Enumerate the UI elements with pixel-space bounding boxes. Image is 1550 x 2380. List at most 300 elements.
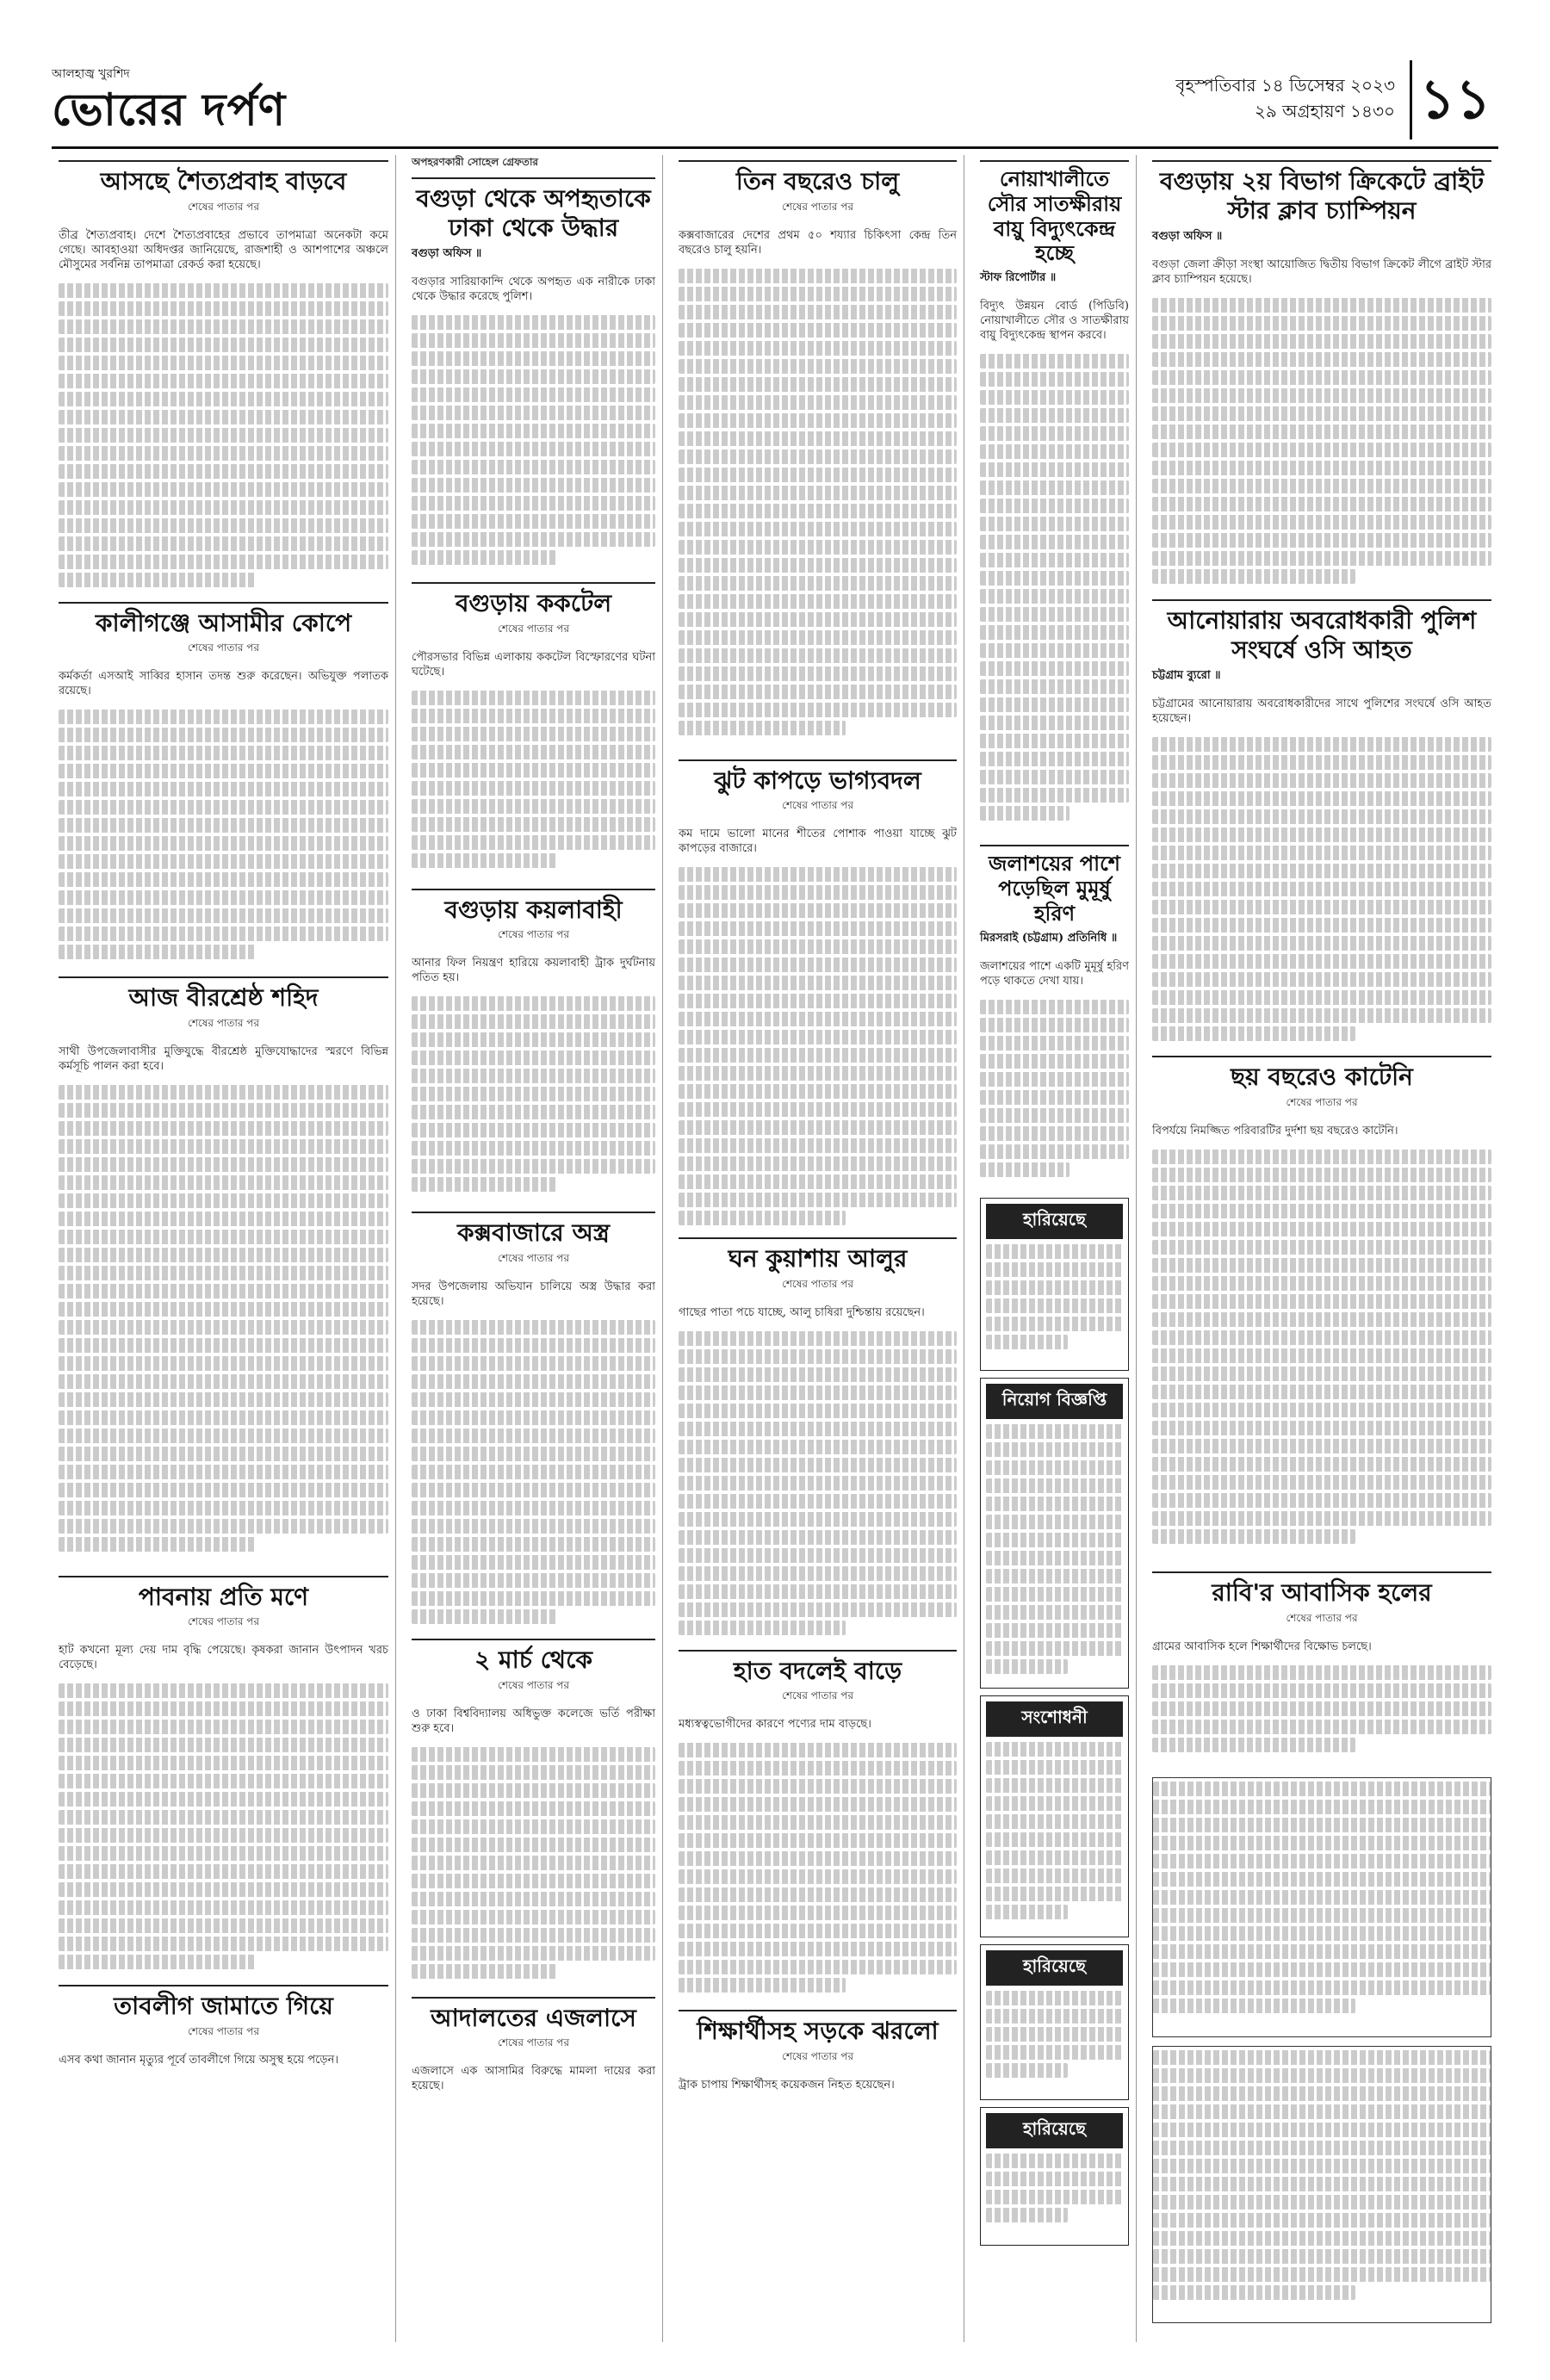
text-line — [679, 1367, 957, 1382]
text-line — [679, 1138, 957, 1153]
text-line — [59, 1103, 388, 1118]
text-line — [59, 890, 388, 905]
text-line — [412, 1501, 655, 1515]
text-line — [980, 390, 1129, 405]
article-price-hike — [679, 1650, 957, 2002]
article-body: বিদ্যুৎ উন্নয়ন বোর্ড (পিডিবি) নোয়াখালীতে সৌর ও সাতক্ষীরায় বায়ু বিদ্যুৎকেন্দ্র স্থাপন করবে। — [980, 300, 1129, 343]
classified-lost-1 — [980, 1198, 1129, 1371]
text-line — [412, 1765, 655, 1780]
text-line — [1152, 461, 1491, 475]
text-line — [59, 1792, 388, 1807]
article-fog-potato — [679, 1237, 957, 1641]
text-line — [412, 315, 655, 330]
text-line — [59, 818, 388, 833]
text-line — [1152, 1008, 1491, 1023]
text-line — [59, 1918, 388, 1933]
continued-label: শেষের পাতার পর — [187, 1016, 260, 1029]
text-line — [412, 1483, 655, 1497]
text-line — [1152, 1493, 1491, 1508]
column-3 — [672, 155, 964, 2342]
article-road-accident — [679, 2010, 957, 2092]
text-line — [59, 1828, 388, 1843]
text-line — [1152, 352, 1491, 367]
article-cold-wave — [59, 160, 388, 593]
byline: স্টাফ রিপোর্টার ॥ — [980, 271, 1057, 285]
text-line — [412, 496, 655, 511]
text-line — [980, 354, 1129, 369]
text-line — [412, 1069, 655, 1083]
article-body: বগুড়া জেলা ক্রীড়া সংস্থা আয়োজিত দ্বিতীয় বিভাগ ক্রিকেট লীগে ব্রাইট স্টার ক্লাব চ্যাম্পিয়ন হয়েছে। — [1152, 258, 1491, 287]
text-line — [412, 781, 655, 796]
text-line — [1152, 773, 1491, 788]
kicker: অপহরণকারী সোহেল গ্রেফতার — [412, 156, 539, 168]
text-line — [1152, 900, 1491, 914]
continued-label: শেষের পাতার পর — [781, 1277, 854, 1290]
text-line — [980, 462, 1129, 477]
text-line — [1152, 1150, 1491, 1164]
text-line — [1152, 990, 1491, 1005]
article-jhut-cloth — [679, 759, 957, 1230]
classified-recruitment — [980, 1378, 1129, 1689]
text-line — [679, 540, 957, 555]
text-line — [412, 1392, 655, 1407]
text-line — [679, 1548, 957, 1563]
article-body: কর্মকর্তা এসআই সাব্বির হাসান তদন্ত শুরু করেছেন। অভিযুক্ত পলাতক রয়েছে। — [59, 670, 388, 698]
text-line — [59, 1738, 388, 1752]
text-line — [59, 392, 388, 406]
text-line — [679, 1602, 957, 1617]
text-line — [1153, 1854, 1491, 1869]
date-gregorian: বৃহস্পতিবার ১৪ ডিসেম্বর ২০২৩ — [1175, 75, 1395, 96]
text-line — [980, 1018, 1129, 1032]
text-line — [980, 444, 1129, 459]
article-coal-truck — [412, 889, 655, 1204]
text-line — [986, 1905, 1068, 1919]
text-line — [412, 1374, 655, 1389]
text-line — [412, 460, 655, 474]
text-line — [59, 1937, 388, 1951]
headline: পাবনায় প্রতি মণে — [59, 1576, 388, 1612]
text-line — [59, 1139, 388, 1154]
text-line — [986, 1760, 1123, 1775]
column-2 — [405, 155, 663, 2342]
text-line — [59, 518, 388, 533]
text-block — [986, 1742, 1123, 1931]
headline: বগুড়া থেকে অপহৃতাকে ঢাকা থেকে উদ্ধার — [412, 177, 655, 242]
text-line — [1152, 515, 1491, 530]
text-line — [1152, 1529, 1355, 1544]
text-line — [986, 1551, 1123, 1565]
continued-label: শেষের পাতার পর — [781, 2049, 854, 2062]
text-line — [679, 1761, 957, 1776]
text-line — [679, 1566, 957, 1581]
text-line — [1152, 846, 1491, 860]
continued-label: শেষের পাতার পর — [497, 928, 570, 941]
text-line — [1152, 1294, 1491, 1309]
text-line — [412, 1141, 655, 1156]
headline: বগুড়ায় কয়লাবাহী — [412, 889, 655, 925]
text-line — [412, 442, 655, 456]
text-line — [412, 1356, 655, 1371]
text-line — [59, 1157, 388, 1172]
text-line — [679, 395, 957, 410]
text-line — [679, 341, 957, 356]
text-line — [679, 939, 957, 954]
headline: কালীগঞ্জে আসামীর কোপে — [59, 602, 388, 638]
text-line — [1152, 1511, 1491, 1526]
text-line — [59, 1900, 388, 1915]
text-line — [59, 1774, 388, 1788]
text-line — [1152, 443, 1491, 457]
text-line — [986, 1460, 1123, 1475]
headline: তিন বছরেও চালু — [679, 160, 957, 196]
text-line — [980, 734, 1129, 748]
text-block — [412, 315, 655, 573]
text-block — [1152, 737, 1491, 1047]
text-line — [1152, 569, 1355, 584]
column-4 — [973, 155, 1137, 2342]
text-line — [986, 1742, 1123, 1757]
text-line — [412, 853, 558, 868]
text-line — [1153, 1818, 1491, 1832]
text-line — [1152, 1367, 1491, 1381]
text-line — [980, 589, 1129, 604]
article-deer — [980, 845, 1129, 1188]
text-line — [1152, 1665, 1491, 1680]
text-line — [679, 1906, 957, 1920]
article-body: আনার ফিল নিয়ন্ত্রণ হারিয়ে কয়লাবাহী ট্রাক দুর্ঘটনায় পতিত হয়। — [412, 957, 655, 985]
text-line — [1152, 737, 1491, 752]
text-line — [412, 1964, 558, 1979]
text-line — [679, 468, 957, 482]
text-line — [412, 745, 655, 759]
text-line — [59, 1175, 388, 1190]
text-line — [412, 1874, 655, 1888]
text-line — [980, 372, 1129, 387]
text-line — [59, 428, 388, 443]
text-line — [412, 1591, 655, 1606]
text-line — [986, 1832, 1123, 1847]
text-line — [59, 319, 388, 334]
text-line — [679, 1621, 846, 1635]
text-line — [1153, 1782, 1491, 1796]
text-line — [986, 1533, 1123, 1547]
text-line — [679, 558, 957, 573]
date-bangla: ২৯ অগ্রহায়ণ ১৪৩০ — [1254, 101, 1395, 121]
text-line — [412, 1892, 655, 1906]
text-line — [980, 770, 1129, 784]
text-line — [986, 1442, 1123, 1457]
text-line — [679, 323, 957, 338]
tender-notice-2 — [1152, 2046, 1491, 2323]
text-line — [59, 555, 388, 569]
classified-title: হারিয়েছে — [986, 1204, 1123, 1239]
headline: আজ বীরশ্রেষ্ঠ শহিদ — [59, 976, 388, 1013]
text-line — [59, 927, 388, 941]
article-anowara — [1152, 599, 1491, 1047]
article-coxs-bazar — [412, 1212, 655, 1630]
text-line — [1152, 479, 1491, 493]
text-line — [59, 1756, 388, 1770]
text-line — [1152, 1240, 1491, 1255]
text-line — [1153, 1872, 1491, 1887]
text-line — [412, 1177, 558, 1192]
text-line — [59, 1501, 388, 1515]
text-line — [59, 410, 388, 425]
headline: ঘন কুয়াশায় আলুর — [679, 1237, 957, 1274]
text-line — [980, 1036, 1129, 1051]
text-line — [986, 2154, 1123, 2168]
text-line — [59, 1864, 388, 1879]
text-line — [980, 806, 1070, 821]
text-line — [59, 854, 388, 869]
headline: আনোয়ারায় অবরোধকারী পুলিশ সংঘর্ষে ওসি আহত — [1152, 599, 1491, 664]
headline: তাবলীগ জামাতে গিয়ে — [59, 1985, 388, 2021]
continued-label: শেষের পাতার পর — [781, 200, 854, 213]
text-line — [59, 1284, 388, 1298]
byline: চট্টগ্রাম ব্যুরো ॥ — [1152, 669, 1221, 683]
text-line — [1153, 1908, 1491, 1923]
text-line — [679, 903, 957, 918]
text-line — [1152, 370, 1491, 385]
text-line — [986, 1262, 1123, 1277]
text-line — [1153, 2123, 1491, 2137]
text-block — [1152, 1150, 1491, 1563]
text-line — [679, 976, 957, 990]
text-line — [1152, 1330, 1491, 1345]
text-line — [986, 1623, 1123, 1638]
text-line — [59, 1519, 388, 1534]
text-line — [1152, 298, 1491, 313]
text-line — [1152, 497, 1491, 511]
text-line — [980, 408, 1129, 423]
article-tablig — [59, 1985, 388, 2067]
text-line — [59, 1212, 388, 1226]
headline: শিক্ষার্থীসহ সড়কে ঝরলো — [679, 2010, 957, 2046]
text-line — [679, 1494, 957, 1509]
text-line — [59, 945, 257, 959]
text-line — [679, 1924, 957, 1938]
continued-label: শেষের পাতার পর — [1286, 1095, 1358, 1108]
text-line — [679, 885, 957, 900]
text-line — [679, 1978, 846, 1993]
text-line — [412, 406, 655, 420]
text-line — [412, 709, 655, 723]
text-line — [1152, 1276, 1491, 1291]
text-line — [679, 1404, 957, 1418]
headline: নোয়াখালীতে সৌর সাতক্ষীরায় বায়ু বিদ্যুৎকেন্দ্র হচ্ছে — [980, 160, 1129, 266]
text-line — [679, 431, 957, 446]
logo-tagline: আলহাজ্ব খুরশিদ — [52, 67, 130, 81]
text-line — [59, 536, 388, 551]
text-line — [59, 1193, 388, 1208]
text-line — [679, 1584, 957, 1599]
text-line — [980, 679, 1129, 694]
text-line — [1152, 1385, 1491, 1399]
column-1 — [52, 155, 396, 2342]
text-block — [986, 1991, 1123, 2094]
text-line — [412, 387, 655, 402]
text-line — [980, 752, 1129, 766]
article-birshreshtha — [59, 976, 388, 1567]
text-line — [679, 269, 957, 283]
text-line — [412, 1465, 655, 1479]
continued-label: শেষের পাতার পর — [781, 799, 854, 812]
text-line — [1153, 2249, 1491, 2264]
text-block — [1152, 1665, 1491, 1769]
text-block — [59, 283, 388, 593]
text-line — [412, 1159, 655, 1174]
text-line — [59, 374, 388, 388]
text-line — [1152, 1312, 1491, 1327]
headline: ছয় বছরেও কাটেনি — [1152, 1056, 1491, 1092]
text-line — [679, 703, 957, 717]
text-line — [412, 1946, 655, 1961]
text-line — [986, 1478, 1123, 1493]
text-line — [59, 1374, 388, 1389]
text-line — [59, 1248, 388, 1262]
headline: বগুড়ায় ককটেল — [412, 582, 655, 618]
text-line — [1153, 1836, 1491, 1850]
text-line — [1152, 936, 1491, 951]
text-line — [1152, 1683, 1491, 1698]
text-line — [59, 1266, 388, 1280]
text-line — [59, 782, 388, 796]
text-line — [986, 2208, 1068, 2222]
text-line — [679, 1422, 957, 1436]
classified-title: নিয়োগ বিজ্ঞপ্তি — [986, 1384, 1123, 1419]
text-line — [679, 1385, 957, 1400]
text-line — [412, 1856, 655, 1870]
text-line — [412, 1928, 655, 1943]
newspaper-logo — [52, 64, 286, 136]
text-line — [1152, 1168, 1491, 1182]
text-block — [59, 1683, 388, 1976]
text-line — [1153, 1944, 1491, 1959]
text-line — [679, 1833, 957, 1848]
text-line — [1153, 2267, 1491, 2282]
article-body: বিপর্যয়ে নিমজ্জিত পরিবারটির দুর্দশা ছয় বছরেও কাটেনি। — [1152, 1124, 1398, 1137]
text-line — [986, 1814, 1123, 1829]
page-number: ১১ — [1410, 60, 1498, 139]
text-line — [986, 1778, 1123, 1793]
text-block — [986, 2154, 1123, 2240]
article-rabi-hall — [1152, 1571, 1491, 1769]
text-line — [1152, 1738, 1355, 1752]
text-line — [679, 1815, 957, 1830]
text-line — [59, 710, 388, 724]
text-line — [679, 1440, 957, 1454]
text-line — [1152, 316, 1491, 331]
text-line — [59, 836, 388, 851]
article-body: এসব কথা জানান মৃত্যুর পূর্বে তাবলীগে গিয়ে অসুস্থ হয়ে পড়েন। — [59, 2053, 338, 2067]
text-line — [679, 377, 957, 392]
text-line — [679, 1743, 957, 1757]
text-line — [679, 958, 957, 972]
text-line — [986, 1280, 1123, 1295]
text-line — [1153, 1890, 1491, 1905]
text-line — [412, 1320, 655, 1335]
text-line — [986, 1424, 1123, 1439]
text-line — [1152, 1258, 1491, 1273]
text-line — [59, 464, 388, 479]
continued-label: শেষের পাতার পর — [187, 641, 260, 654]
text-line — [1152, 1348, 1491, 1363]
text-line — [412, 1838, 655, 1852]
text-line — [1152, 972, 1491, 987]
text-block — [679, 1331, 957, 1641]
text-line — [1152, 1421, 1491, 1435]
masthead — [52, 60, 1498, 149]
article-cricket — [1152, 160, 1491, 591]
text-line — [1153, 2141, 1491, 2155]
text-line — [986, 1335, 1068, 1349]
text-line — [412, 1410, 655, 1425]
text-line — [679, 1211, 846, 1225]
article-body: পৌরসভার বিভিন্ন এলাকায় ককটেল বিস্ফোরণের ঘটনা ঘটেছে। — [412, 650, 655, 679]
text-line — [980, 571, 1129, 586]
text-line — [679, 359, 957, 374]
article-body: গ্রামের আবাসিক হলে শিক্ষার্থীদের বিক্ষোভ চলছে। — [1152, 1639, 1372, 1653]
text-line — [986, 2027, 1123, 2042]
text-line — [986, 1515, 1123, 1529]
text-line — [59, 482, 388, 497]
text-line — [59, 1810, 388, 1825]
text-line — [59, 1320, 388, 1335]
text-line — [412, 1338, 655, 1353]
text-line — [412, 1819, 655, 1834]
text-line — [679, 594, 957, 609]
text-line — [679, 287, 957, 301]
text-line — [59, 1121, 388, 1136]
text-line — [679, 994, 957, 1008]
continued-label: শেষের পাতার পর — [187, 1615, 260, 1628]
text-line — [1152, 827, 1491, 842]
text-line — [980, 1054, 1129, 1069]
text-line — [1152, 918, 1491, 933]
newspaper-name: ভোরের দর্পণ — [52, 84, 287, 136]
text-line — [679, 1851, 957, 1866]
text-line — [980, 517, 1129, 531]
text-line — [59, 800, 388, 815]
text-line — [986, 2190, 1123, 2204]
classified-correction — [980, 1695, 1129, 1937]
text-block — [1152, 298, 1491, 591]
continued-label: শেষের পাতার পর — [781, 1689, 854, 1702]
text-line — [412, 351, 655, 366]
text-line — [1153, 1962, 1491, 1977]
continued-label: শেষের পাতার পর — [497, 1251, 570, 1264]
text-line — [980, 499, 1129, 513]
text-line — [1152, 1026, 1355, 1041]
text-line — [412, 817, 655, 832]
text-line — [679, 1960, 957, 1974]
article-body: ও ঢাকা বিশ্ববিদ্যালয় অধিভুক্ত কলেজে ভর্তি পরীক্ষা শুরু হবে। — [412, 1707, 655, 1735]
text-block — [59, 710, 388, 968]
text-block — [1153, 2050, 1491, 2309]
text-line — [1153, 2231, 1491, 2246]
text-line — [986, 1850, 1123, 1865]
article-body: জলাশয়ের পাশে একটি মুমূর্ষু হরিণ পড়ে থাকতে দেখা যায়। — [980, 959, 1129, 988]
continued-label: শেষের পাতার পর — [497, 1678, 570, 1691]
text-line — [412, 1783, 655, 1798]
text-line — [986, 1641, 1123, 1656]
text-line — [412, 727, 655, 741]
text-line — [1152, 954, 1491, 969]
text-line — [412, 532, 655, 547]
text-line — [679, 685, 957, 699]
text-line — [986, 1317, 1123, 1331]
